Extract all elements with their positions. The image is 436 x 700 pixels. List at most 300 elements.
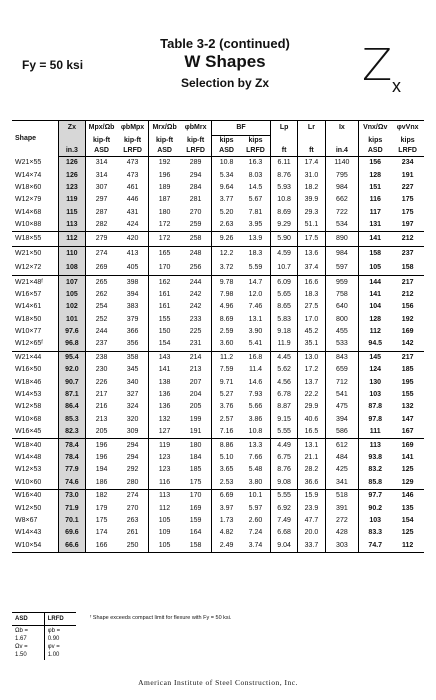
unit-cell: kips [359, 136, 392, 147]
table-cell: 128 [359, 314, 392, 326]
table-cell: 5.67 [248, 196, 263, 204]
resistance-factors [12, 612, 76, 660]
table-cell: 238 [86, 351, 118, 364]
table-cell: 189 [149, 182, 181, 194]
table-cell: 7.98 [212, 289, 241, 301]
unit-cell: kips [212, 136, 241, 147]
table-cell: 431 [126, 208, 139, 216]
method-cell: LRFD [391, 146, 424, 157]
table-cell: 5.48 [248, 466, 263, 474]
table-cell: 116 [359, 194, 392, 206]
table-cell: 145 [359, 351, 392, 364]
table-cell: 272 [325, 515, 359, 527]
table-cell: 17.0 [298, 314, 325, 326]
table-cell: 105 [149, 540, 181, 553]
table-cell: 4.59 [270, 247, 297, 262]
table-cell: 115 [58, 207, 85, 219]
table-cell: 21.1 [298, 452, 325, 464]
col-mpx-asd: Mpx/Ωb [86, 121, 118, 136]
table-cell: 3.90 [248, 328, 263, 336]
table-cell: 132 [401, 403, 414, 411]
table-cell: 13.0 [298, 351, 325, 364]
table-cell: 8.87 [270, 401, 297, 413]
table-cell: 6.75 [270, 452, 297, 464]
table-cell: 758 [325, 289, 359, 301]
col-lr: Lr [298, 121, 325, 136]
method-cell: LRFD [180, 146, 212, 157]
table-cell: 5.34 [212, 169, 241, 181]
table-cell: 214 [189, 353, 202, 361]
shape-designation: W14×48 [15, 454, 42, 461]
table-cell: 130 [359, 376, 392, 388]
table-cell: 5.41 [241, 338, 270, 351]
shape-designation: W18×55 [12, 232, 58, 247]
table-cell: 16.5 [298, 426, 325, 439]
lrfd-phi-b: φb = 0.90 [47, 628, 61, 642]
table-cell: 204 [189, 391, 202, 399]
col-ix: Ix [325, 121, 359, 136]
table-cell: 795 [325, 169, 359, 181]
table-cell: 70.1 [58, 515, 85, 527]
table-cell: 4.56 [270, 376, 297, 388]
table-row [12, 289, 424, 301]
table-row [12, 169, 424, 181]
table-cell: 35.1 [298, 338, 325, 351]
table-cell: 5.66 [248, 403, 263, 411]
table-cell: 8.65 [270, 301, 297, 313]
table-cell: 156 [359, 157, 392, 170]
table-row [12, 414, 424, 426]
table-cell: 261 [126, 529, 139, 537]
table-cell: 108 [58, 261, 85, 276]
table-cell: 356 [117, 338, 149, 351]
table-cell: 7.46 [248, 303, 263, 311]
table-cell: 192 [149, 157, 181, 170]
table-row [12, 502, 424, 514]
table-cell: 40.6 [298, 414, 325, 426]
table-cell: 179 [86, 502, 118, 514]
table-cell: 87.1 [58, 389, 85, 401]
table-cell: 126 [58, 169, 85, 181]
table-cell: 124 [359, 364, 392, 376]
table-row [12, 276, 424, 289]
table-cell: 4.45 [270, 351, 297, 364]
table-cell: 5.90 [270, 232, 297, 247]
table-cell: 186 [86, 477, 118, 490]
table-cell: 1140 [325, 157, 359, 170]
table-cell: 10.7 [270, 261, 297, 276]
table-cell: 5.62 [270, 364, 297, 376]
table-cell: 12.2 [212, 247, 241, 262]
table-cell: 2.63 [212, 219, 241, 232]
table-cell: 18.3 [248, 250, 263, 258]
table-cell: 158 [359, 247, 392, 262]
table-cell: 141 [149, 364, 181, 376]
table-cell: 984 [325, 247, 359, 262]
table-cell: 162 [149, 276, 181, 289]
table-cell: 96.8 [58, 338, 85, 351]
table-cell: 3.60 [212, 338, 241, 351]
table-cell: 125 [401, 529, 414, 537]
table-cell: 428 [325, 527, 359, 539]
table-cell: 213 [189, 366, 202, 374]
table-cell: 279 [86, 232, 118, 247]
table-cell: 147 [401, 415, 414, 423]
table-cell: 3.95 [241, 219, 270, 232]
table-cell: 13.1 [248, 315, 263, 323]
table-cell: 169 [189, 504, 202, 512]
table-cell: 256 [180, 261, 212, 276]
table-cell: 4.49 [270, 439, 297, 452]
header-row-3 [12, 146, 424, 157]
title-block [100, 36, 350, 90]
table-cell: 9.26 [212, 232, 241, 247]
shape-designation: W18×46 [15, 378, 42, 386]
table-row [12, 477, 424, 490]
table-row [12, 247, 424, 262]
unit-cell: kip-ft [86, 136, 118, 147]
table-cell: 97.8 [359, 414, 392, 426]
table-cell: 5.55 [270, 426, 297, 439]
table-cell: 15.9 [298, 489, 325, 502]
table-cell: 184 [189, 454, 202, 461]
table-cell: 185 [189, 466, 202, 474]
table-cell: 17.2 [298, 364, 325, 376]
table-cell: 473 [126, 159, 139, 167]
table-cell: 212 [401, 290, 414, 298]
table-cell: 475 [325, 401, 359, 413]
table-row [12, 182, 424, 194]
table-cell: 7.93 [248, 391, 263, 399]
col-vnx-asd: Vnx/Ωv [359, 121, 392, 136]
table-cell: 175 [86, 515, 118, 527]
table-cell: 5.55 [270, 489, 297, 502]
table-cell: 5.10 [212, 452, 241, 464]
table-cell: 258 [180, 232, 212, 247]
table-row [12, 426, 424, 439]
method-cell: ft [270, 146, 297, 157]
table-cell: 90.7 [58, 376, 85, 388]
table-row [12, 207, 424, 219]
table-cell: 13.3 [248, 441, 263, 449]
table-cell: 5.20 [212, 207, 241, 219]
table-cell: 3.97 [212, 502, 241, 514]
col-lp: Lp [270, 121, 297, 136]
table-cell: 109 [149, 527, 181, 539]
table-cell: 83.2 [359, 464, 392, 476]
table-cell: 640 [325, 301, 359, 313]
table-cell: 8.76 [270, 169, 297, 181]
table-cell: 6.09 [270, 276, 297, 289]
shape-designation: W16×50 [15, 366, 42, 374]
table-cell: 90.2 [359, 502, 392, 514]
table-cell: 22.2 [298, 389, 325, 401]
yield-strength-label: Fy = 50 ksi [22, 58, 84, 72]
table-cell: 484 [325, 452, 359, 464]
table-cell: 420 [117, 232, 149, 247]
table-cell: 586 [325, 426, 359, 439]
table-cell: 82.3 [58, 426, 85, 439]
table-cell: 141 [359, 289, 392, 301]
shape-designation: W21×44 [15, 353, 42, 361]
table-cell: 51.1 [298, 219, 325, 232]
table-cell: 141 [401, 454, 414, 461]
table-cell: 394 [126, 290, 139, 298]
shape-designation: W10×54 [12, 540, 58, 553]
table-cell: 95.4 [58, 351, 85, 364]
table-cell: 185 [401, 366, 414, 374]
table-cell: 10.8 [241, 426, 270, 439]
table-cell: 155 [401, 391, 414, 399]
table-cell: 97.7 [359, 489, 392, 502]
asd-omega-b: Ωb = 1.67 [15, 628, 28, 642]
table-cell: 187 [149, 194, 181, 206]
shape-designation: W12×65ᶠ [12, 338, 58, 351]
table-cell: 135 [401, 504, 414, 512]
table-cell: 722 [325, 207, 359, 219]
table-cell: 196 [86, 439, 118, 452]
table-row [12, 261, 424, 276]
table-cell: 105 [58, 289, 85, 301]
table-cell: 83.3 [359, 527, 392, 539]
table-cell: 167 [391, 426, 424, 439]
shape-designation: W8×67 [15, 516, 38, 524]
table-cell: 455 [325, 326, 359, 338]
table-cell: 405 [117, 261, 149, 276]
unit-cell [325, 136, 359, 147]
table-cell: 3.76 [212, 401, 241, 413]
table-cell: 3.72 [212, 261, 241, 276]
table-cell: 73.0 [58, 489, 85, 502]
w-shapes-table [12, 120, 424, 553]
table-cell: 85.8 [359, 477, 392, 490]
table-cell: 307 [86, 182, 118, 194]
table-cell: 126 [58, 157, 85, 170]
table-cell: 27.5 [298, 301, 325, 313]
table-cell: 230 [86, 364, 118, 376]
col-shape: Shape [12, 121, 58, 157]
table-cell: 227 [401, 183, 414, 191]
table-cell: 104 [359, 301, 392, 313]
header-row-2 [12, 136, 424, 147]
table-row [12, 364, 424, 376]
table-cell: 2.57 [212, 414, 241, 426]
table-row [12, 401, 424, 413]
table-cell: 712 [325, 376, 359, 388]
table-cell: 259 [180, 219, 212, 232]
table-cell: 123 [58, 182, 85, 194]
shape-designation: W14×68 [15, 208, 42, 216]
table-cell: 169 [401, 328, 414, 336]
col-vnx-lrfd: φvVnx [391, 121, 424, 136]
table-cell: 217 [86, 389, 118, 401]
table-row [12, 351, 424, 364]
table-cell: 231 [180, 338, 212, 351]
table-body [12, 157, 424, 553]
table-cell: 233 [189, 315, 202, 323]
table-cell: 280 [117, 477, 149, 490]
table-cell: 9.78 [212, 276, 241, 289]
table-cell: 248 [189, 250, 202, 258]
shape-designation: W12×72 [12, 261, 58, 276]
table-cell: 9.29 [270, 219, 297, 232]
table-cell: 131 [359, 219, 392, 232]
table-cell: 78.4 [58, 439, 85, 452]
unit-cell: kip-ft [149, 136, 181, 147]
table-cell: 94.5 [359, 338, 392, 351]
table-cell: 8.69 [270, 207, 297, 219]
table-cell: 237 [401, 250, 414, 258]
table-cell: 263 [126, 516, 139, 524]
table-row [12, 314, 424, 326]
table-cell: 314 [86, 157, 118, 170]
table-cell: 2.49 [212, 540, 241, 553]
table-cell: 164 [189, 529, 202, 537]
table-cell: 6.92 [270, 502, 297, 514]
table-cell: 175 [401, 208, 414, 216]
table-cell: 10.8 [270, 194, 297, 206]
table-cell: 117 [359, 207, 392, 219]
table-cell: 28.2 [298, 464, 325, 476]
table-cell: 7.49 [270, 515, 297, 527]
table-row [12, 219, 424, 232]
table-cell: 103 [359, 515, 392, 527]
table-cell: 119 [58, 194, 85, 206]
table-cell: 391 [325, 502, 359, 514]
table-cell: 226 [86, 376, 118, 388]
shape-designation: W21×50 [15, 250, 42, 258]
col-mrx-lrfd: φbMrx [180, 121, 212, 136]
table-cell: 244 [86, 326, 118, 338]
table-cell: 129 [391, 477, 424, 490]
table-cell: 282 [86, 219, 118, 232]
table-cell: 110 [58, 247, 85, 262]
table-cell: 8.69 [212, 314, 241, 326]
table-cell: 3.65 [212, 464, 241, 476]
table-cell: 265 [86, 276, 118, 289]
table-cell: 244 [189, 278, 202, 286]
table-cell: 9.18 [270, 326, 297, 338]
asd-values [12, 626, 44, 661]
table-cell: 216 [86, 401, 118, 413]
table-cell: 165 [149, 247, 181, 262]
col-bf: BF [212, 121, 271, 136]
table-cell: 800 [325, 314, 359, 326]
table-cell: 144 [359, 276, 392, 289]
table-cell: 662 [325, 194, 359, 206]
table-cell: 128 [359, 169, 392, 181]
table-cell: 159 [189, 516, 202, 524]
table-cell: 269 [86, 261, 118, 276]
table-cell: 242 [189, 303, 202, 311]
table-cell: 984 [325, 182, 359, 194]
table-cell: 78.4 [58, 452, 85, 464]
table-cell: 9.71 [212, 376, 241, 388]
table-cell: 195 [401, 378, 414, 386]
table-cell: 297 [86, 194, 118, 206]
table-cell: 13.7 [298, 376, 325, 388]
table-cell: 172 [149, 219, 181, 232]
shape-designation: W12×58 [15, 403, 42, 411]
table-cell: 250 [117, 540, 149, 553]
table-cell: 16.8 [248, 353, 263, 361]
table-cell: 112 [58, 232, 85, 247]
table-cell: 345 [126, 366, 139, 374]
table-cell: 66.6 [58, 540, 85, 553]
method-cell: ASD [86, 146, 118, 157]
table-cell: 105 [359, 261, 392, 276]
shape-designation: W18×50 [15, 315, 42, 323]
table-cell: 119 [149, 439, 181, 452]
table-cell: 143 [149, 351, 181, 364]
table-row [12, 515, 424, 527]
footnote: ᶠ Shape exceeds compact limit for flexure with Fy = 50 ksi. [90, 615, 232, 621]
table-cell: 379 [126, 315, 139, 323]
table-cell: 132 [149, 414, 181, 426]
table-cell: 3.86 [248, 415, 263, 423]
table-cell: 281 [189, 196, 202, 204]
table-cell: 45.2 [298, 326, 325, 338]
shape-designation: W14×61 [15, 303, 42, 311]
table-cell: 217 [401, 353, 414, 361]
table-cell: 123 [149, 464, 181, 476]
lrfd-values [44, 626, 76, 661]
table-row [12, 540, 424, 553]
table-row [12, 439, 424, 452]
method-cell: ft [298, 146, 325, 157]
table-cell: 107 [58, 276, 85, 289]
table-cell: 29.9 [298, 401, 325, 413]
table-cell: 9.04 [270, 540, 297, 553]
table-cell: 2.53 [212, 477, 241, 490]
table-cell: 473 [126, 171, 139, 179]
table-row [12, 464, 424, 476]
table-cell: 2.60 [248, 516, 263, 524]
table-cell: 112 [149, 502, 181, 514]
publisher-line: American Institute of Steel Construction, Inc. [138, 678, 298, 687]
shape-designation: W21×55 [15, 158, 42, 166]
table-cell: 890 [325, 232, 359, 247]
table-cell: 413 [126, 250, 139, 258]
table-cell: 8.76 [270, 464, 297, 476]
table-cell: 205 [189, 403, 202, 411]
table-cell: 154 [401, 516, 414, 524]
table-cell: 5.97 [248, 504, 263, 512]
shape-designation: W10×77 [15, 328, 42, 336]
table-cell: 123 [149, 452, 181, 464]
table-cell: 5.27 [212, 389, 241, 401]
table-cell: 4.82 [212, 527, 241, 539]
unit-cell: kips [248, 137, 263, 144]
table-row [12, 376, 424, 388]
table-cell: 125 [401, 466, 414, 474]
unit-cell [270, 136, 297, 147]
table-cell: 87.8 [359, 401, 392, 413]
col-mpx-lrfd: φbMpx [117, 121, 149, 136]
table-number: Table 3-2 (continued) [160, 36, 290, 51]
shape-designation: W12×79 [15, 196, 42, 204]
table-cell: 86.4 [58, 401, 85, 413]
table-cell: 138 [149, 376, 181, 388]
shape-designation: W16×40 [15, 492, 42, 500]
table-cell: 289 [189, 159, 202, 167]
table-cell: 309 [117, 426, 149, 439]
table-cell: 252 [86, 314, 118, 326]
table-cell: 340 [126, 378, 139, 386]
table-cell: 541 [325, 389, 359, 401]
table-cell: 3.74 [241, 540, 270, 553]
table-cell: 196 [149, 169, 181, 181]
